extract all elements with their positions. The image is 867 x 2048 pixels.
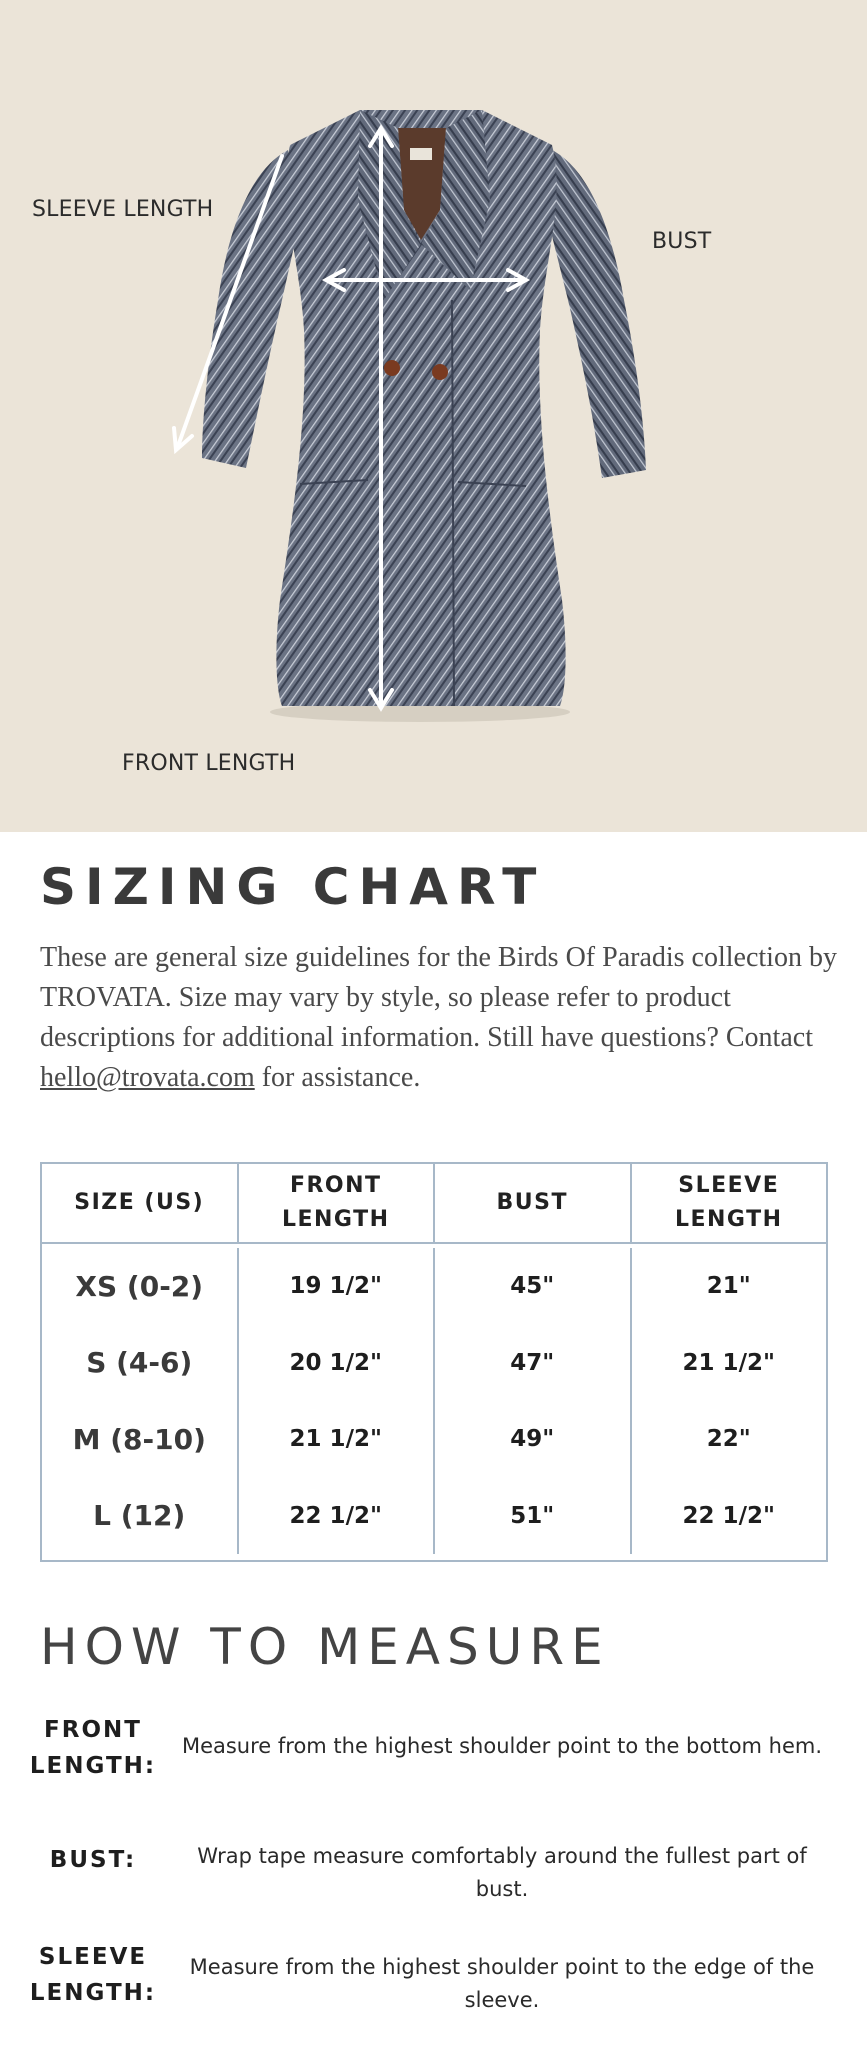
- table-cell-size: S (4-6): [42, 1325, 239, 1402]
- measure-label-bust: BUST:: [49, 1847, 137, 1873]
- header-sleeve-length: SLEEVE LENGTH: [674, 1173, 783, 1232]
- front-length-label: FRONT LENGTH: [122, 751, 296, 776]
- measure-desc-front-length: Measure from the highest shoulder point to the bottom hem.: [181, 1734, 823, 1758]
- how-to-measure-title: HOW TO MEASURE: [40, 1618, 610, 1676]
- contact-email-link[interactable]: hello@trovata.com: [40, 1062, 255, 1093]
- coat-tag: [410, 148, 432, 160]
- measure-label-front-length: FRONT LENGTH:: [29, 1717, 157, 1779]
- table-cell-front-length: 21 1/2": [239, 1401, 436, 1478]
- measure-desc-sleeve-length: Measure from the highest shoulder point to the edge of the sleeve.: [189, 1955, 815, 2012]
- sizing-chart-title: SIZING CHART: [40, 858, 546, 916]
- sizing-intro-text: These are general size guidelines for the Birds Of Paradis collection by TROVATA. Size may vary by style, so please refer to product descriptions for additional information. Still have questions? Contact: [40, 942, 837, 1053]
- table-cell-sleeve-length: 21 1/2": [682, 1349, 775, 1376]
- measure-label-sleeve-length: SLEEVE LENGTH:: [29, 1944, 157, 2006]
- table-cell-front-length: 19 1/2": [239, 1248, 436, 1325]
- table-row: [42, 1325, 826, 1402]
- table-cell-front-length: 22 1/2": [239, 1478, 436, 1555]
- header-front-length: FRONT LENGTH: [239, 1164, 436, 1242]
- coat-button-right: [432, 364, 448, 380]
- sizing-intro-suffix: for assistance.: [254, 1062, 421, 1093]
- table-cell-sleeve-length: 21": [706, 1273, 751, 1300]
- header-bust: BUST: [435, 1164, 632, 1242]
- table-cell-front-length: 20 1/2": [239, 1325, 436, 1402]
- table-cell-bust: 49": [435, 1401, 632, 1478]
- coat-left-sleeve: [202, 150, 300, 468]
- table-cell-bust: 45": [435, 1248, 632, 1325]
- sizing-intro: [40, 938, 840, 1098]
- bust-label: BUST: [652, 229, 712, 254]
- table-cell-sleeve-length: 22 1/2": [682, 1502, 775, 1529]
- table-cell-size: L (12): [42, 1478, 239, 1555]
- table-cell-size: XS (0-2): [42, 1248, 239, 1325]
- coat-illustration: [0, 0, 867, 832]
- size-table: [40, 1162, 828, 1562]
- table-cell-bust: 51": [435, 1478, 632, 1555]
- table-cell-sleeve-length: 22": [706, 1426, 751, 1453]
- size-table-body: [42, 1244, 826, 1560]
- coat-hero-image: [0, 0, 867, 832]
- sleeve-length-label: SLEEVE LENGTH: [32, 197, 214, 222]
- size-table-header: [42, 1164, 826, 1244]
- table-cell-size: M (8-10): [42, 1401, 239, 1478]
- table-row: [42, 1248, 826, 1325]
- table-row: [42, 1478, 826, 1555]
- measure-desc-bust: Wrap tape measure comfortably around the fullest part of bust.: [197, 1844, 807, 1901]
- table-row: [42, 1401, 826, 1478]
- coat-right-sleeve: [548, 150, 646, 478]
- table-cell-bust: 47": [435, 1325, 632, 1402]
- coat-button-left: [384, 360, 400, 376]
- header-size: SIZE (US): [42, 1164, 239, 1242]
